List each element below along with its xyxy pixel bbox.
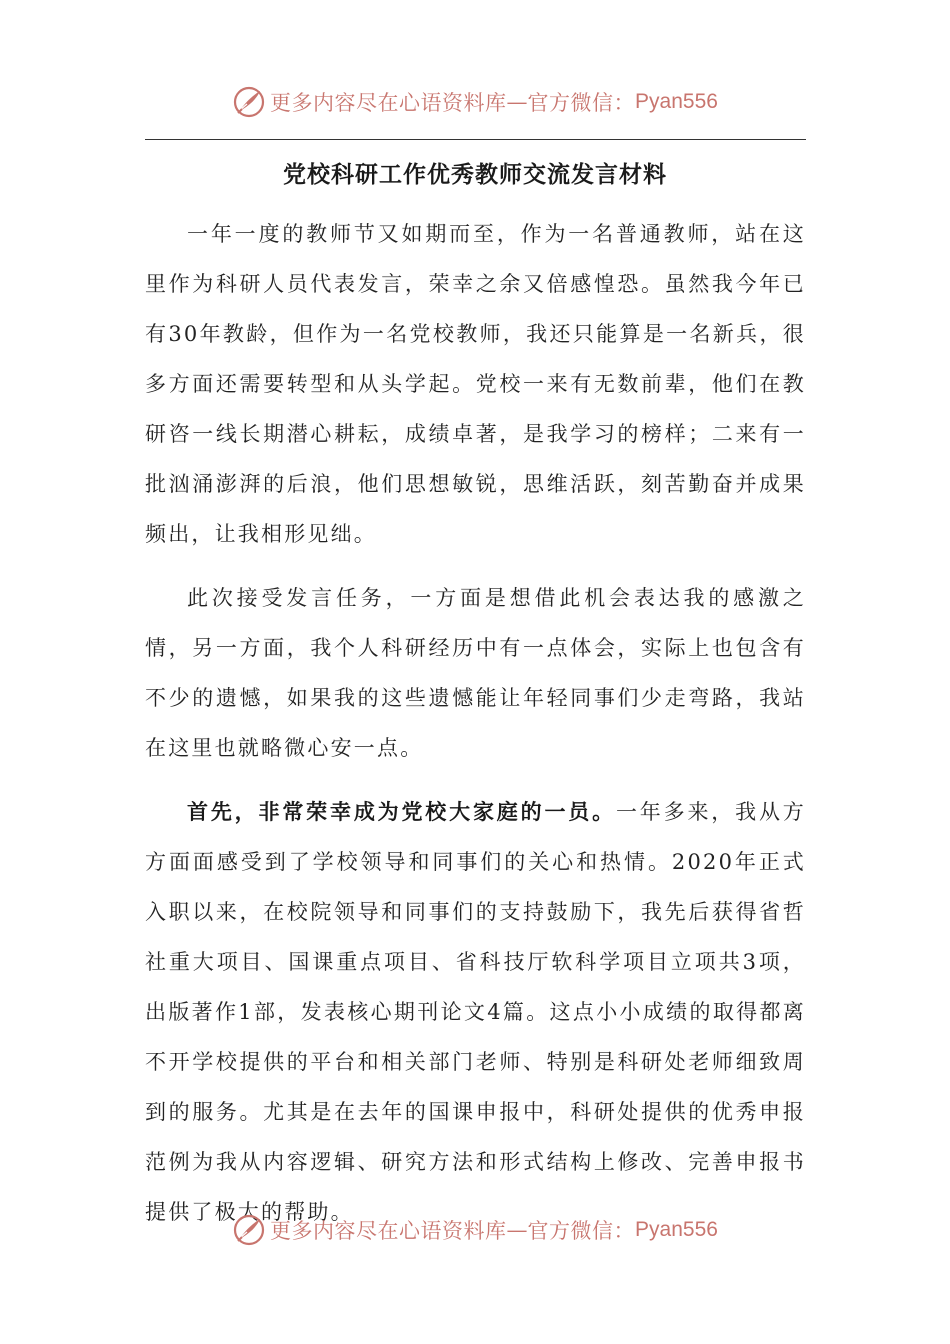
quill-logo-icon: [232, 85, 266, 119]
paragraph-3-lead: 首先，非常荣幸成为党校大家庭的一员。: [187, 799, 616, 824]
quill-logo-icon: [232, 1213, 266, 1247]
paragraph-2: [145, 573, 806, 773]
document-body: [145, 209, 806, 1251]
document-title: 党校科研工作优秀教师交流发言材料: [283, 161, 667, 188]
watermark-separator: —: [506, 90, 528, 114]
paragraph-3: [145, 787, 806, 1237]
paragraph-2-text: 此次接受发言任务，一方面是想借此机会表达我的感激之情，另一方面，我个人科研经历中有一点体会，实际上也包含有不少的遗憾，如果我的这些遗憾能让年轻同事们少走弯路，我站在这里也就略微心安一点。: [145, 586, 806, 760]
watermark-wechat-label: 官方微信：: [527, 1219, 636, 1243]
watermark-wechat-id: Pyan556: [635, 90, 718, 113]
watermark-banner-top: [0, 80, 950, 124]
paragraph-3-text: 一年多来，我从方方面面感受到了学校领导和同事们的关心和热情。2020年正式入职以来，在校院领导和同事们的支持鼓励下，我先后获得省哲社重大项目、国课重点项目、省科技厅软科学项目立项共3项，出版著作1部，发表核心期刊论文4篇。这点小小成绩的取得都离不开学校提供的平台和相关部门老师、特别是科研处老师细致周到的服务。尤其是在去年的国课申报中，科研处提供的优秀申报范例为我从内容逻辑、研究方法和形式结构上修改、完善申报书提供了极大的帮助。: [145, 800, 806, 1224]
watermark-banner-bottom: [0, 1208, 950, 1252]
header-divider: [145, 139, 806, 140]
watermark-brand-text: 更多内容尽在心语资料库: [270, 91, 507, 115]
paragraph-1: [145, 209, 806, 559]
paragraph-1-text: 一年一度的教师节又如期而至，作为一名普通教师，站在这里作为科研人员代表发言，荣幸之余又倍感惶恐。虽然我今年已有30年教龄，但作为一名党校教师，我还只能算是一名新兵，很多方面还需要转型和从头学起。党校一来有无数前辈，他们在教研咨一线长期潜心耕耘，成绩卓著，是我学习的榜样；二来有一批汹涌澎湃的后浪，他们思想敏锐，思维活跃，刻苦勤奋并成果频出，让我相形见绌。: [145, 222, 806, 546]
watermark-wechat-id: Pyan556: [635, 1218, 718, 1241]
watermark-wechat-label: 官方微信：: [527, 91, 636, 115]
watermark-brand-text: 更多内容尽在心语资料库: [270, 1219, 507, 1243]
watermark-separator: —: [506, 1218, 528, 1242]
